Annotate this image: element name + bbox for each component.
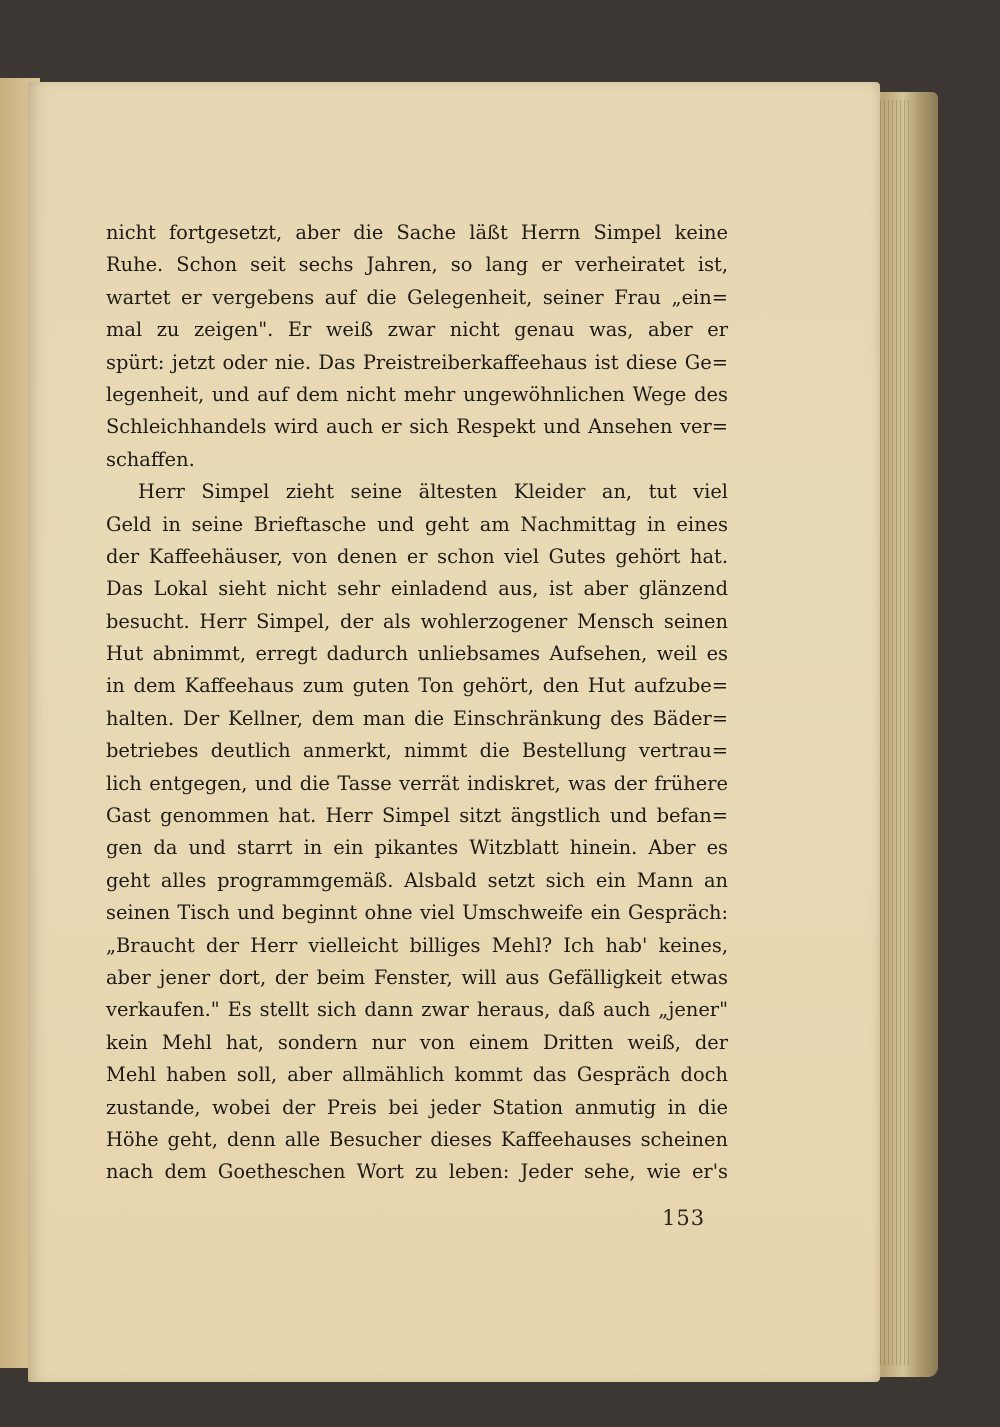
text-line: Schleichhandels wird auch er sich Respekt und Ansehen ver=: [106, 415, 728, 439]
text-line: verkaufen." Es stellt sich dann zwar heraus, daß auch „jener": [106, 998, 728, 1022]
text-line: aber jener dort, der beim Fenster, will aus Gefälligkeit etwas: [106, 965, 728, 989]
text-line: Gast genommen hat. Herr Simpel sitzt ängstlich und befan=: [106, 804, 728, 828]
text-line: nicht fortgesetzt, aber die Sache läßt Herrn Simpel keine: [106, 221, 728, 244]
text-line: in dem Kaffeehaus zum guten Ton gehört, den Hut aufzube=: [106, 674, 728, 698]
text-line: wartet er vergebens auf die Gelegenheit, seiner Frau „ein=: [106, 285, 728, 309]
text-line: seinen Tisch und beginnt ohne viel Umschweife ein Gespräch:: [106, 901, 728, 925]
text-line: besucht. Herr Simpel, der als wohlerzogener Mensch seinen: [106, 609, 728, 633]
text-line: spürt: jetzt oder nie. Das Preistreiberkaffeehaus ist diese Ge=: [106, 350, 728, 374]
text-line: „Braucht der Herr vielleicht billiges Mehl? Ich hab' keines,: [106, 933, 728, 957]
book-page: [28, 82, 880, 1382]
text-line: Herr Simpel zieht seine ältesten Kleider an, tut viel: [138, 480, 728, 504]
text-line: zustande, wobei der Preis bei jeder Station anmutig in die: [106, 1095, 728, 1119]
text-line: kein Mehl hat, sondern nur von einem Dritten weiß, der: [106, 1030, 728, 1054]
text-line: lich entgegen, und die Tasse verrät indiskret, was der frühere: [106, 771, 728, 795]
text-line: Ruhe. Schon seit sechs Jahren, so lang er verheiratet ist,: [106, 253, 728, 277]
body-text: [106, 217, 728, 1189]
text-line: nach dem Goetheschen Wort zu leben: Jeder sehe, wie er's: [106, 1160, 728, 1184]
page-number: 153: [662, 1206, 706, 1230]
text-line: Höhe geht, denn alle Besucher dieses Kaffeehauses scheinen: [106, 1127, 728, 1151]
text-line: gen da und starrt in ein pikantes Witzblatt hinein. Aber es: [106, 836, 728, 860]
text-line: geht alles programmgemäß. Alsbald setzt sich ein Mann an: [106, 868, 728, 892]
text-line: Geld in seine Brieftasche und geht am Nachmittag in eines: [106, 512, 728, 536]
text-line: halten. Der Kellner, dem man die Einschränkung des Bäder=: [106, 706, 728, 730]
text-line: Hut abnimmt, erregt dadurch unliebsames Aufsehen, weil es: [106, 642, 728, 666]
text-line: Das Lokal sieht nicht sehr einladend aus, ist aber glänzend: [106, 577, 728, 601]
text-line: legenheit, und auf dem nicht mehr ungewöhnlichen Wege des: [106, 382, 728, 406]
text-line: Mehl haben soll, aber allmählich kommt das Gespräch doch: [106, 1063, 728, 1087]
text-line: der Kaffeehäuser, von denen er schon viel Gutes gehört hat.: [106, 544, 728, 568]
text-line: schaffen.: [106, 447, 195, 471]
text-line: betriebes deutlich anmerkt, nimmt die Bestellung vertrau=: [106, 739, 728, 763]
text-line: mal zu zeigen". Er weiß zwar nicht genau was, aber er: [106, 318, 728, 342]
